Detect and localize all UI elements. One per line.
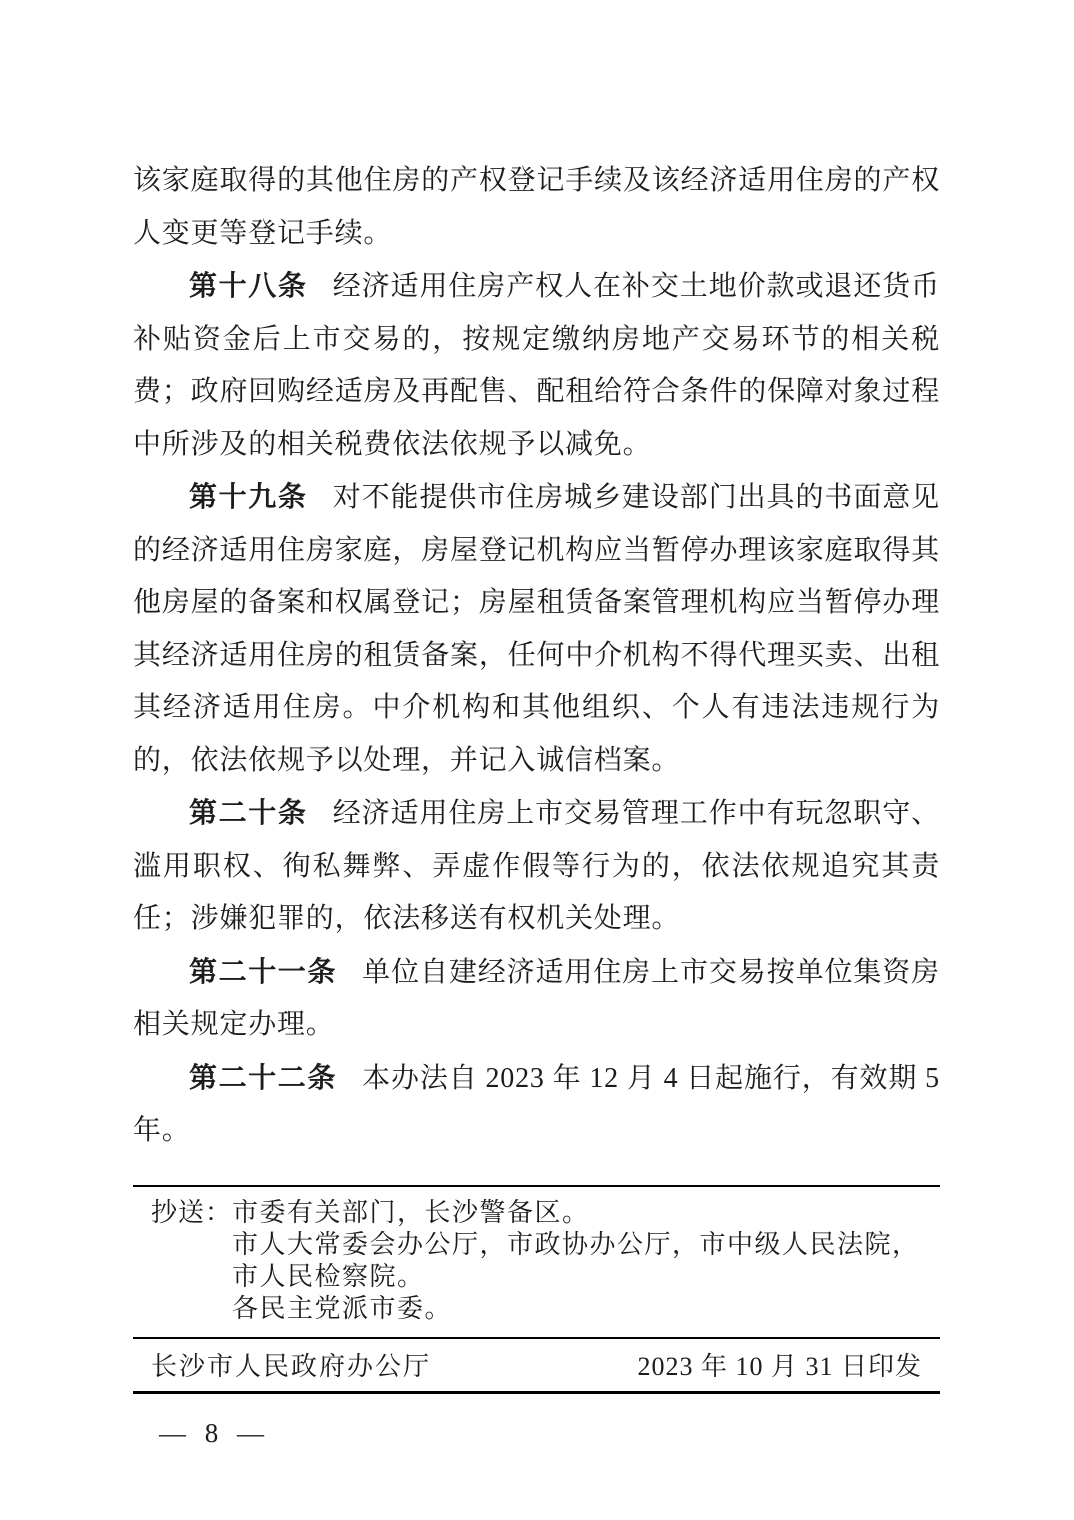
paragraph-article-22: [133, 1052, 940, 1158]
cc-line: 市委有关部门，长沙警备区。: [232, 1197, 590, 1227]
cc-line: 各民主党派市委。: [232, 1293, 453, 1323]
paragraph-article-19: [133, 471, 940, 787]
paragraph-text: 经济适用住房产权人在补交土地价款或退还货币补贴资金后上市交易的，按规定缴纳房地产交易环节的相关税费；政府回购经适房及再配售、配租给符合条件的保障对象过程中所涉及的相关税费依法依规予以减免。: [133, 271, 940, 460]
paragraph-article-21: [133, 946, 940, 1052]
paragraph-text: 对不能提供市住房城乡建设部门出具的书面意见的经济适用住房家庭，房屋登记机构应当暂停办理该家庭取得其他房屋的备案和权属登记；房屋租赁备案管理机构应当暂停办理其经济适用住房的租赁备案，任何中介机构不得代理买卖、出租其经济适用住房。中介机构和其他组织、个人有违法违规行为的，依法依规予以处理，并记入诚信档案。: [133, 482, 940, 776]
print-date: 2023 年 10 月 31 日印发: [637, 1352, 922, 1381]
page-number: — 8 —: [159, 1417, 270, 1448]
article-number: 第十九条: [189, 481, 308, 512]
cc-lines: [232, 1197, 922, 1325]
article-number: 第二十一条: [189, 955, 337, 987]
article-number: 第十八条: [189, 270, 308, 301]
paragraph-article-20: [133, 787, 940, 946]
paragraph-text: 本办法自 2023 年 12 月 4 日起施行，有效期 5 年。: [133, 1062, 940, 1146]
content-area: [133, 155, 940, 1449]
cc-label: 抄送：: [151, 1197, 233, 1227]
article-number: 第二十二条: [189, 1061, 337, 1093]
article-number: 第二十条: [189, 797, 308, 828]
cc-line: 市人民检察院。: [232, 1261, 425, 1291]
cc-block: [133, 1185, 940, 1339]
paragraph-text: 该家庭取得的其他住房的产权登记手续及该经济适用住房的产权人变更等登记手续。: [133, 165, 940, 249]
paragraph-text: 单位自建经济适用住房上市交易按单位集资房相关规定办理。: [133, 956, 940, 1040]
cc-line: 市人大常委会办公厅，市政协办公厅，市中级人民法院，: [232, 1229, 920, 1259]
paragraph-article-18: [133, 260, 940, 471]
body-text: [133, 155, 940, 1158]
paragraph-text: 经济适用住房上市交易管理工作中有玩忽职守、滥用职权、徇私舞弊、弄虚作假等行为的，依法依规追究其责任；涉嫌犯罪的，依法移送有权机关处理。: [133, 798, 940, 934]
issuer-name: 长沙市人民政府办公厅: [151, 1352, 432, 1381]
paragraph-continuation: [133, 155, 940, 260]
issuer-row: [133, 1339, 940, 1394]
